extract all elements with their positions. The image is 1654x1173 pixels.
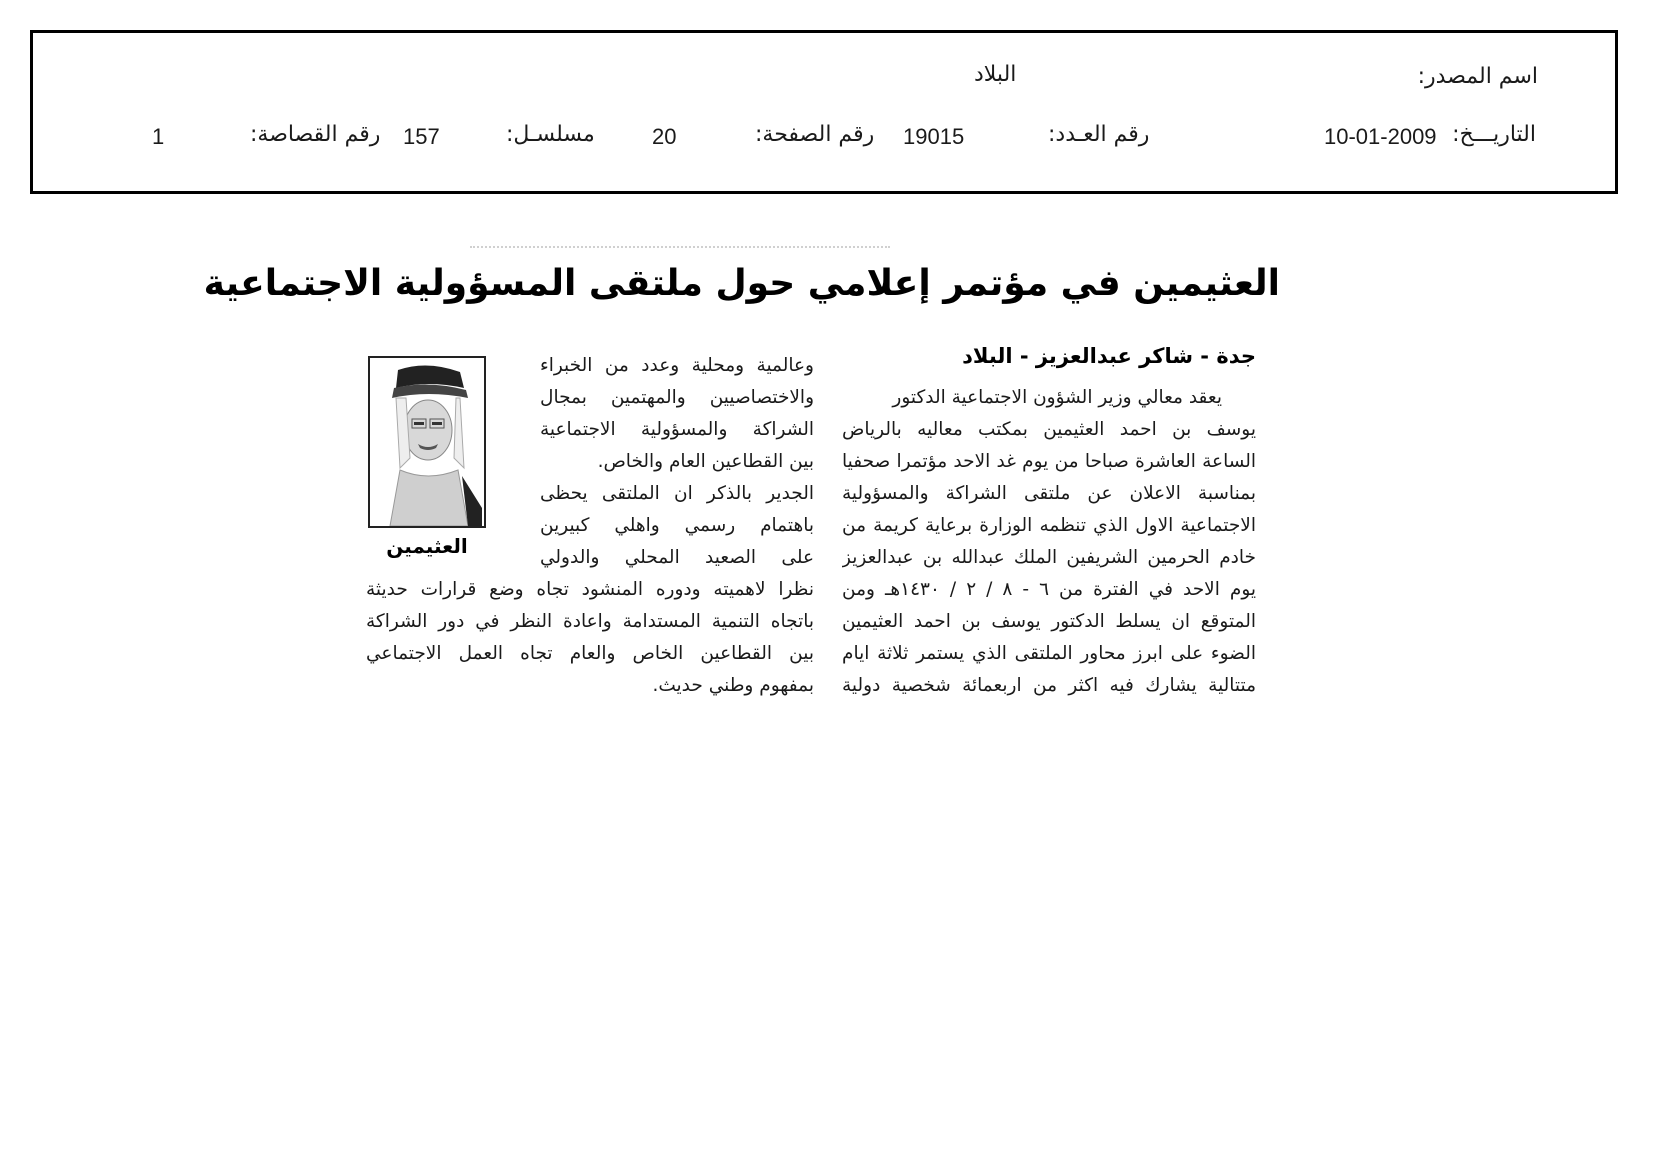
article-column-right xyxy=(842,382,1256,702)
text-line: وعالمية ومحلية وعدد من الخبراء xyxy=(540,355,814,376)
text-line: نظرا لاهميته ودوره المنشود تجاه وضع قرارات حديثة xyxy=(366,579,814,600)
source-label: اسم المصدر: xyxy=(1417,64,1538,89)
clip-label: رقم القصاصة: xyxy=(250,122,381,147)
serial-label: مسلسـل: xyxy=(506,122,595,147)
text-line: المتوقع ان يسلط الدكتور يوسف بن احمد العثيمين xyxy=(842,611,1256,632)
metadata-box xyxy=(30,30,1618,194)
date-label: التاريـــخ: xyxy=(1452,122,1536,147)
text-line: والاختصاصيين والمهتمين بمجال xyxy=(540,387,814,408)
text-line: الاجتماعية الاول الذي تنظمه الوزارة برعاية كريمة من xyxy=(842,515,1256,536)
text-line: الجدير بالذكر ان الملتقى يحظى xyxy=(540,483,814,504)
article-byline: جدة - شاكر عبدالعزيز - البلاد xyxy=(962,344,1256,368)
text-line: خادم الحرمين الشريفين الملك عبدالله بن عبدالعزيز xyxy=(842,547,1256,568)
text-line: باهتمام رسمي واهلي كبيرين xyxy=(540,515,814,536)
text-line: على الصعيد المحلي والدولي xyxy=(540,547,814,568)
date-value: 10-01-2009 xyxy=(1324,124,1437,149)
text-line: يوسف بن احمد العثيمين بمكتب معاليه بالرياض xyxy=(842,419,1256,440)
text-line: يعقد معالي وزير الشؤون الاجتماعية الدكتور xyxy=(892,387,1222,408)
text-line: بمفهوم وطني حديث. xyxy=(652,675,814,696)
article-headline: العثيمين في مؤتمر إعلامي حول ملتقى المسؤولية الاجتماعية xyxy=(203,263,1280,304)
text-line: متتالية يشارك فيه اكثر من اربعمائة شخصية دولية xyxy=(842,675,1256,696)
serial-value: 157 xyxy=(403,124,440,149)
text-line: بين القطاعين العام والخاص. xyxy=(597,451,814,472)
page-label: رقم الصفحة: xyxy=(755,122,875,147)
article-column-middle xyxy=(540,350,814,574)
text-line: يوم الاحد في الفترة من ٦ - ٨ / ٢ / ١٤٣٠هـ ومن xyxy=(842,579,1256,600)
issue-label: رقم العـدد: xyxy=(1048,122,1150,147)
decorative-dots xyxy=(470,246,890,250)
portrait-drawing xyxy=(370,358,484,526)
page-value: 20 xyxy=(652,124,677,149)
text-line: الشراكة والمسؤولية الاجتماعية xyxy=(540,419,814,440)
text-line: الساعة العاشرة صباحا من يوم غد الاحد مؤتمرا صحفيا xyxy=(842,451,1256,472)
issue-value: 19015 xyxy=(903,124,965,149)
text-line: الضوء على ابرز محاور الملتقى الذي يستمر ثلاثة ايام xyxy=(842,643,1256,664)
text-line: بين القطاعين الخاص والعام تجاه العمل الاجتماعي xyxy=(366,643,814,664)
clip-value: 1 xyxy=(152,124,165,149)
photo-caption: العثيمين xyxy=(386,534,468,558)
text-line: باتجاه التنمية المستدامة واعادة النظر في دور الشراكة xyxy=(366,611,814,632)
portrait-photo xyxy=(368,356,486,528)
source-value: البلاد xyxy=(974,62,1017,87)
article-column-wide xyxy=(366,574,814,702)
text-line: بمناسبة الاعلان عن ملتقى الشراكة والمسؤولية xyxy=(842,483,1256,504)
